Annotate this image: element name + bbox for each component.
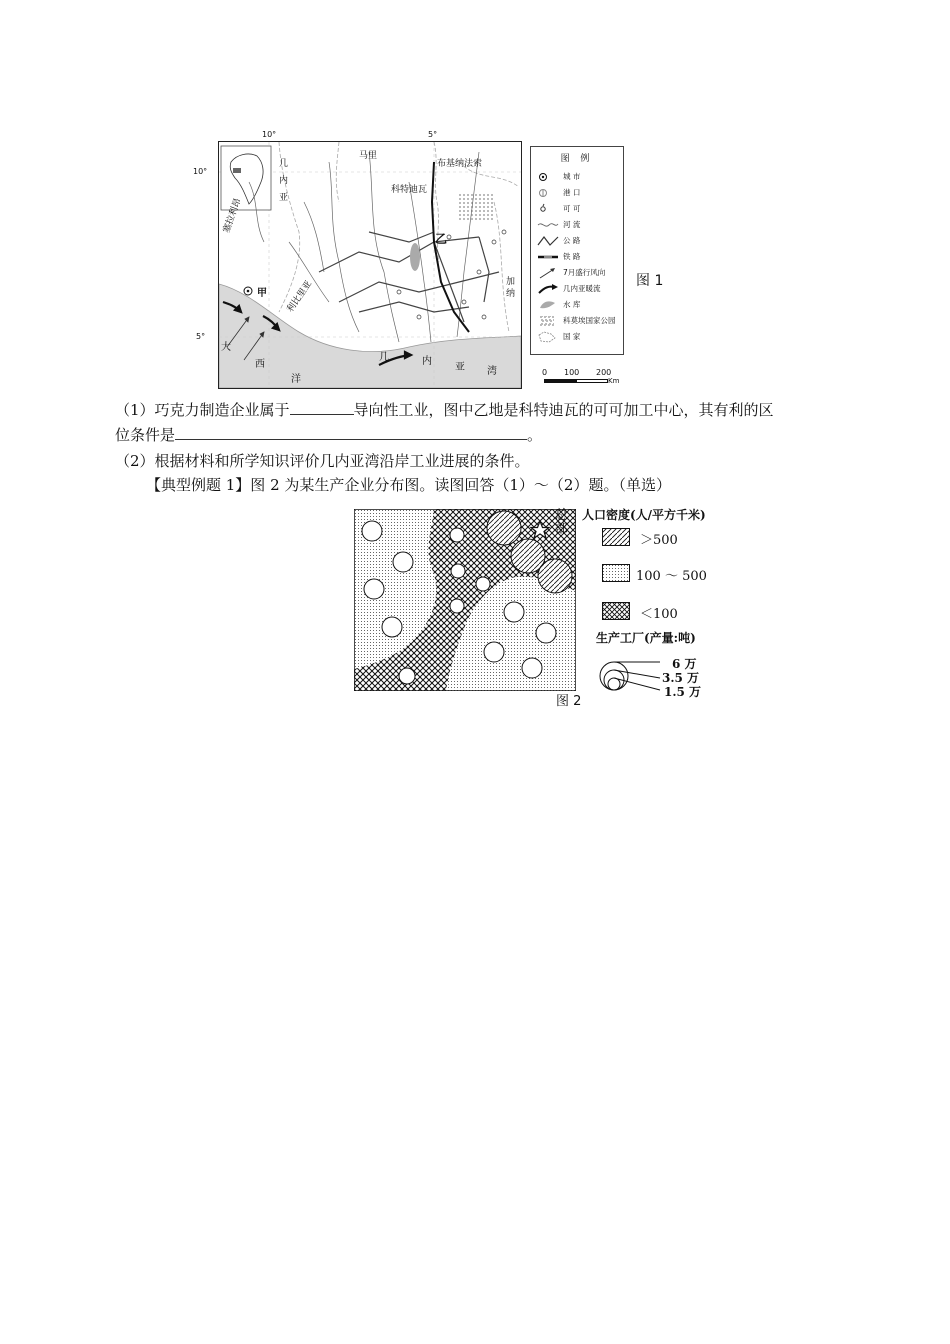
ocean-shape xyxy=(219,284,521,388)
factory-legend-title: 生产工厂(产量:吨) xyxy=(596,631,696,645)
dot-swatch xyxy=(602,564,630,582)
roads xyxy=(319,232,499,322)
legend-river: 河 流 xyxy=(531,217,623,233)
legend-current: 几内亚暖流 xyxy=(531,281,623,297)
label-mali: 马里 xyxy=(359,151,378,161)
factory-map xyxy=(354,509,576,691)
legend-city: 城 市 xyxy=(531,169,623,185)
label-nei: 内 xyxy=(422,356,432,367)
lat-tick-5: 5° xyxy=(196,332,206,341)
label-ya: 亚 xyxy=(455,362,465,373)
country-icon xyxy=(537,331,559,343)
legend-railway: 铁 路 xyxy=(531,249,623,265)
reservoir-icon xyxy=(537,299,559,311)
density-legend: 人口密度(人/平方千米) ＞500 100 ～ 500 ＜100 生产工厂(产量:吨) 6 万 3.5 万 1.5 万 xyxy=(582,506,742,706)
city-icon xyxy=(537,171,559,183)
hatch-swatch xyxy=(602,528,630,546)
legend-country: 国 家 xyxy=(531,329,623,345)
reservoir xyxy=(410,243,420,271)
road-icon xyxy=(537,235,559,247)
label-jia: 甲 xyxy=(257,288,267,299)
question-1-line2: 位条件是 。 xyxy=(115,426,543,444)
density-legend-title: 人口密度(人/平方千米) xyxy=(582,508,706,522)
cocoa-icon xyxy=(537,203,559,215)
current-arrow-icon xyxy=(537,283,559,295)
river-icon xyxy=(537,219,559,231)
question-2: （2）根据材料和所学知识评价几内亚湾沿岸工业进展的条件。 xyxy=(115,452,530,470)
label-cote-divoire: 科特迪瓦 xyxy=(391,185,428,195)
map-svg xyxy=(219,142,521,388)
cross-swatch xyxy=(602,602,630,620)
answer-blank-1[interactable] xyxy=(290,400,354,415)
railway-icon xyxy=(537,251,559,263)
legend-port: 港 口 xyxy=(531,185,623,201)
example-heading: 【典型例题 1】图 2 为某生产企业分布图。读图回答（1）～（2）题。（单选） xyxy=(146,476,671,494)
map-legend xyxy=(530,146,624,355)
label-yang: 洋 xyxy=(291,374,301,385)
label-xi: 西 xyxy=(255,359,265,370)
comoe-park xyxy=(459,192,493,222)
legend-park: 科莫埃国家公园 xyxy=(531,313,623,329)
factory-map-svg xyxy=(354,509,576,691)
label-ghana: 加 纳 xyxy=(506,277,516,299)
label-burkina: 布基纳法索 xyxy=(437,159,483,169)
legend-road: 公 路 xyxy=(531,233,623,249)
legend-wind: 7月盛行风向 xyxy=(531,265,623,281)
figure2-label: 图 2 xyxy=(556,694,582,709)
legend-title: 图 例 xyxy=(560,154,594,164)
park-icon xyxy=(537,315,559,327)
hq-label: 总 部 xyxy=(555,508,569,537)
legend-reservoir: 水 库 xyxy=(531,297,623,313)
wind-arrow-icon xyxy=(537,267,559,279)
label-da: 大 xyxy=(221,342,231,353)
legend-cocoa: 可 可 xyxy=(531,201,623,217)
answer-blank-2[interactable] xyxy=(175,425,527,440)
label-guinea: 几 内 亚 xyxy=(279,159,289,203)
scale-bar: 0 100 200 Km xyxy=(542,368,620,385)
label-yi: 乙 xyxy=(435,232,448,246)
lon-tick-10: 10° xyxy=(262,130,277,139)
label-sierra-leone: 塞拉利昂 xyxy=(221,197,244,235)
label-ji: 几 xyxy=(379,352,389,363)
question-1-line1: （1）巧克力制造企业属于 导向性工业，图中乙地是科特迪瓦的可可加工中心，其有利的区 xyxy=(115,401,774,419)
label-wan: 湾 xyxy=(487,366,497,377)
label-liberia: 利比里亚 xyxy=(285,279,315,315)
lat-tick-10: 10° xyxy=(193,167,208,176)
west-africa-map xyxy=(218,141,522,389)
figure1-label: 图 1 xyxy=(636,273,664,289)
anchor-icon xyxy=(537,187,559,199)
lon-tick-5: 5° xyxy=(428,130,438,139)
